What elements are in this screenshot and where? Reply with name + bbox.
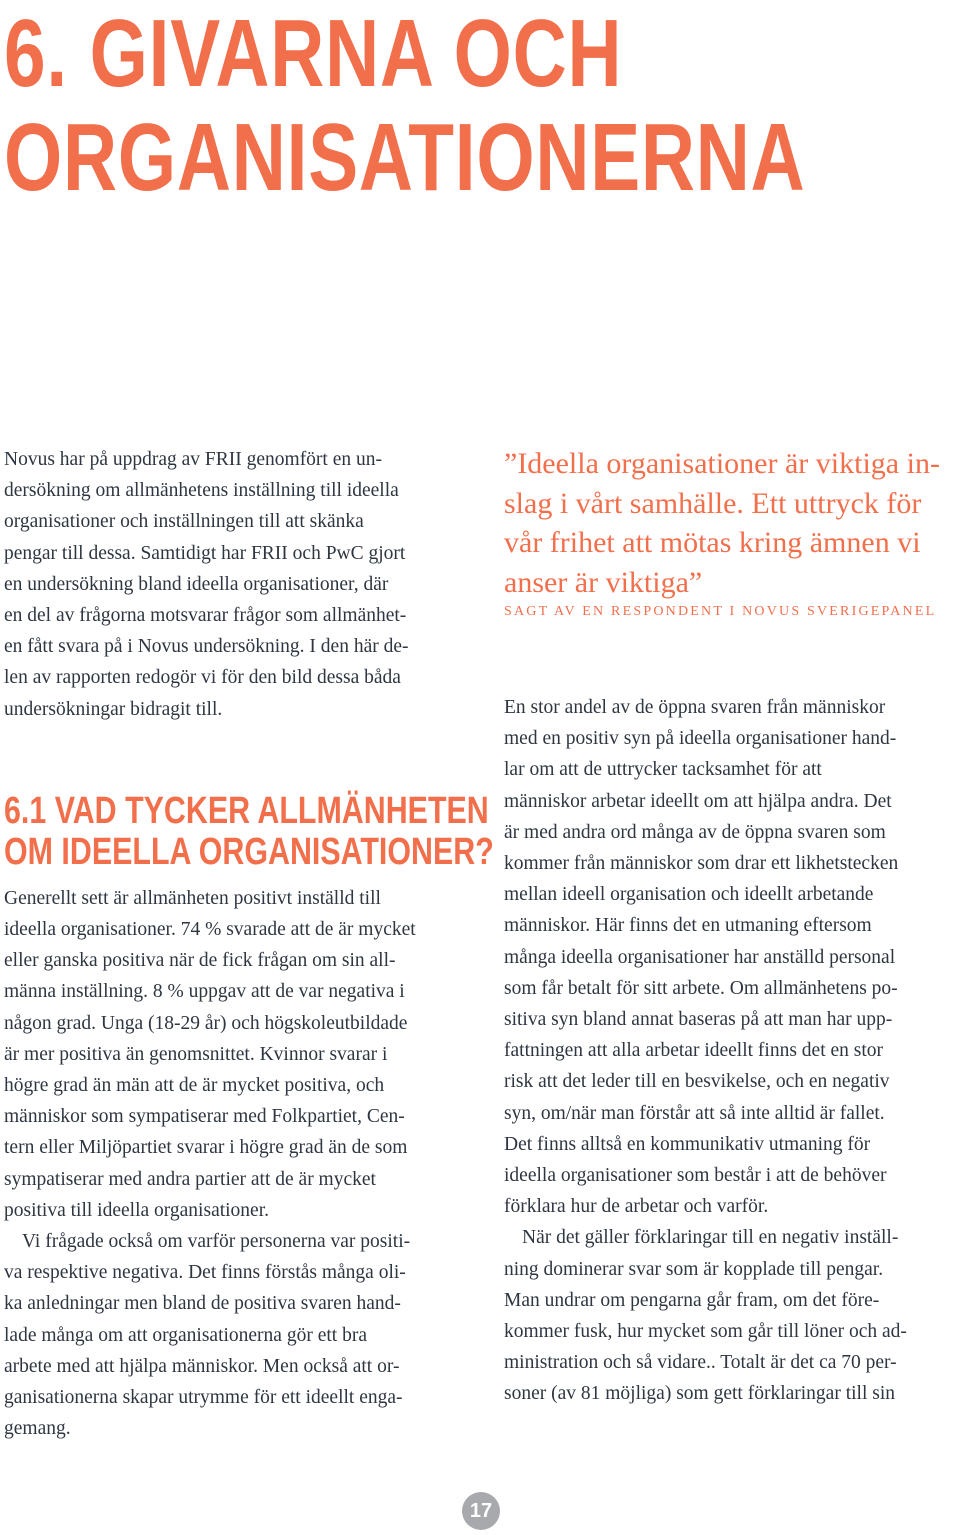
left-column — [4, 444, 494, 1444]
page-number-badge: 17 — [462, 1492, 500, 1530]
text-line: högre grad än män att de är mycket positiva, och — [4, 1075, 385, 1097]
text-line: förklara hur de arbetar och varför. — [504, 1196, 769, 1218]
text-line: Generellt sett är allmänheten positivt inställd till — [4, 887, 381, 909]
page-title-line-2: ORGANISATIONERNA — [4, 104, 806, 211]
pull-quote — [504, 444, 960, 602]
text-line: ministration och så vidare.. Totalt är det ca 70 per- — [504, 1352, 897, 1374]
text-line: gemang. — [4, 1418, 71, 1440]
text-line: tern eller Miljöpartiet svarar i högre grad än de som — [4, 1137, 408, 1159]
text-line: männa inställning. 8 % uppgav att de var negativa i — [4, 981, 405, 1003]
text-line: sympatiserar med andra partier att de är mycket — [4, 1168, 376, 1190]
text-line: lar om att de uttrycker tacksamhet för att — [504, 759, 822, 781]
text-line: människor arbetar ideellt om att hjälpa andra. Det — [504, 790, 892, 812]
text-line: är mer positiva än genomsnittet. Kvinnor svarar i — [4, 1043, 388, 1065]
text-line: syn, om/när man förstår att så inte alltid är fallet. — [504, 1102, 885, 1124]
text-line: Det finns alltså en kommunikativ utmaning för — [504, 1133, 871, 1155]
quote-line: ”Ideella organisationer är viktiga in- — [504, 447, 940, 480]
section-heading-line-2: OM IDEELLA ORGANISATIONER? — [4, 830, 494, 873]
text-line: människor. Här finns det en utmaning eftersom — [504, 915, 872, 937]
text-line: Man undrar om pengarna går fram, om det före- — [504, 1289, 880, 1311]
text-line: kommer fusk, hur mycket som går till löner och ad- — [504, 1321, 907, 1343]
page-title — [4, 2, 805, 210]
text-line: är med andra ord många av de öppna svaren som — [504, 821, 886, 843]
text-line: soner (av 81 möjliga) som gett förklaringar till sin — [504, 1383, 895, 1405]
text-line: pengar till dessa. Samtidigt har FRII och PwC gjort — [4, 542, 406, 564]
section-paragraph-2 — [4, 1226, 474, 1444]
text-line: När det gäller förklaringar till en negativ inställ- — [522, 1227, 899, 1249]
text-line: med en positiv syn på ideella organisationer hand- — [504, 728, 897, 750]
text-line: kommer från människor som drar ett likhetstecken — [504, 853, 899, 875]
page-title-line-1: 6. GIVARNA OCH — [4, 0, 623, 107]
text-line: risk att det leder till en besvikelse, och en negativ — [504, 1071, 890, 1093]
text-line: som får betalt för sitt arbete. Om allmänhetens po- — [504, 977, 898, 999]
text-line: fattningen att alla arbetar ideellt finns det en stor — [504, 1040, 884, 1062]
text-line: människor som sympatiserar med Folkpartiet, Cen- — [4, 1106, 405, 1128]
text-line: dersökning om allmänhetens inställning till ideella — [4, 480, 399, 502]
text-line: undersökningar bidragit till. — [4, 698, 223, 720]
text-line: lade många om att organisationerna gör ett bra — [4, 1324, 367, 1346]
text-line: ideella organisationer som består i att de behöver — [504, 1165, 887, 1187]
quote-line: anser är viktiga” — [504, 565, 703, 599]
text-line: en undersökning bland ideella organisationer, där — [4, 573, 389, 595]
text-line: ganisationerna skapar utrymme för ett ideellt enga- — [4, 1387, 403, 1409]
section-heading — [4, 789, 494, 873]
text-line: En stor andel av de öppna svaren från människor — [504, 697, 886, 718]
text-line: eller ganska positiva när de fick frågan om sin all- — [4, 950, 396, 972]
text-line: någon grad. Unga (18-29 år) och högskoleutbildade — [4, 1012, 408, 1034]
section-heading-line-1: 6.1 VAD TYCKER ALLMÄNHETEN — [4, 789, 489, 832]
right-paragraph-2 — [504, 1222, 960, 1409]
text-line: mellan ideell organisation och ideellt arbetande — [504, 884, 874, 906]
text-line: positiva till ideella organisationer. — [4, 1199, 270, 1221]
right-paragraph-1 — [504, 692, 960, 1222]
quote-attribution: SAGT AV EN RESPONDENT I NOVUS SVERIGEPANEL — [504, 604, 937, 619]
section-paragraph-1 — [4, 883, 474, 1226]
text-line: sitiva syn bland annat baseras på att man har upp- — [504, 1009, 893, 1031]
quote-line: vår frihet att mötas kring ämnen vi — [504, 526, 921, 559]
text-line: en del av frågorna motsvarar frågor som allmänhet- — [4, 605, 407, 627]
text-line: ka anledningar men bland de positiva svaren hand- — [4, 1293, 401, 1315]
text-line: va respektive negativa. Det finns förstås många oli- — [4, 1262, 406, 1284]
text-line: organisationer och inställningen till att skänka — [4, 511, 364, 533]
text-line: len av rapporten redogör vi för den bild dessa båda — [4, 667, 401, 689]
text-line: ideella organisationer. 74 % svarade att de är mycket — [4, 919, 416, 941]
text-line: Novus har på uppdrag av FRII genomfört en un- — [4, 449, 382, 470]
right-column — [504, 444, 960, 1410]
text-line: arbete med att hjälpa människor. Men också att or- — [4, 1355, 400, 1377]
intro-paragraph — [4, 444, 474, 725]
text-line: Vi frågade också om varför personerna var positi- — [22, 1231, 411, 1253]
text-line: många ideella organisationer har anställd personal — [504, 946, 896, 968]
text-line: ning dominerar svar som är kopplade till pengar. — [504, 1258, 884, 1280]
text-line: en fått svara på i Novus undersökning. I den här de- — [4, 636, 409, 658]
quote-line: slag i vårt samhälle. Ett uttryck för — [504, 486, 922, 520]
